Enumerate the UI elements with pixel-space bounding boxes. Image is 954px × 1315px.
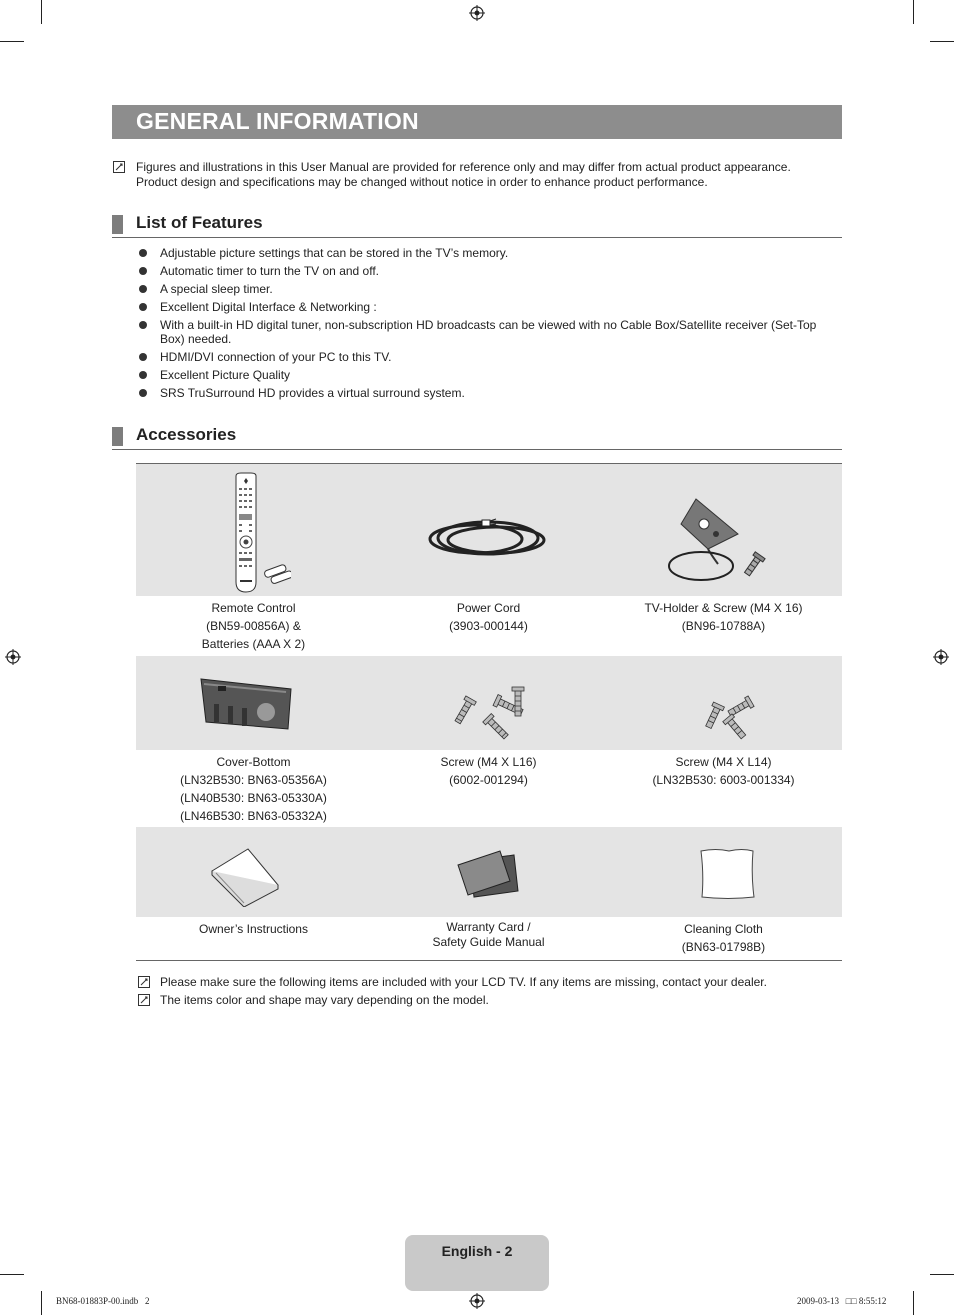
- label-line: Remote Control: [211, 601, 296, 615]
- bullet-icon: [139, 371, 147, 379]
- accessory-label: [136, 753, 371, 825]
- warranty-card-icon: [454, 849, 524, 899]
- accessory-label: [371, 599, 606, 635]
- cleaning-cloth-icon: [696, 845, 758, 903]
- crop-mark: [913, 0, 914, 24]
- label-line: Screw (M4 X L16): [440, 755, 537, 769]
- crop-mark: [41, 0, 42, 24]
- bullet-icon: [139, 389, 147, 397]
- label-line: (BN96-10788A): [681, 619, 766, 633]
- bullet-icon: [139, 249, 147, 257]
- label-line: Safety Guide Manual: [432, 935, 545, 949]
- tv-holder-icon: [656, 494, 786, 589]
- cover-bottom-icon: [196, 674, 296, 736]
- label-line: Screw (M4 X L14): [675, 755, 772, 769]
- intro-note-line: Product design and specifications may be changed without notice in order to enhance product performance.: [136, 175, 708, 189]
- feature-text: SRS TruSurround HD provides a virtual surround system.: [160, 386, 465, 400]
- accessories-table: [136, 463, 842, 961]
- label-line: TV-Holder & Screw (M4 X 16): [644, 601, 803, 615]
- registration-mark-icon: [469, 1293, 485, 1309]
- accessories-heading: Accessories: [136, 425, 237, 444]
- crop-mark: [930, 41, 954, 42]
- section-rule: [112, 237, 842, 238]
- label-line: Warranty Card /: [446, 920, 531, 934]
- accessory-label: [606, 753, 841, 789]
- label-line: Power Cord: [456, 601, 521, 615]
- list-item: [136, 386, 836, 400]
- label-line: Owner’s Instructions: [199, 922, 308, 936]
- registration-mark-icon: [933, 649, 949, 665]
- remote-control-icon: [231, 472, 291, 594]
- page-number: English - 2: [441, 1243, 513, 1259]
- list-item: [136, 282, 836, 296]
- accessory-label: [136, 599, 371, 653]
- bullet-icon: [139, 321, 147, 329]
- crop-mark: [930, 1274, 954, 1275]
- label-line: (LN32B530: 6003-001334): [652, 773, 795, 787]
- accessories-image-row: [136, 827, 842, 917]
- page-title: GENERAL INFORMATION: [136, 108, 419, 134]
- bullet-icon: [139, 285, 147, 293]
- label-line: (3903-000144): [449, 619, 528, 633]
- features-list: [136, 246, 836, 404]
- feature-text: Adjustable picture settings that can be stored in the TV’s memory.: [160, 246, 509, 260]
- features-heading: List of Features: [136, 213, 263, 232]
- feature-text: With a built-in HD digital tuner, non-subscription HD broadcasts can be viewed with no Cable Box/Satellite receiver (Set-Top Box) needed.: [160, 318, 817, 346]
- registration-mark-icon: [469, 5, 485, 21]
- section-marker: [112, 427, 123, 446]
- intro-note: [136, 160, 836, 190]
- bullet-icon: [139, 353, 147, 361]
- accessory-label: [136, 920, 371, 938]
- screws-icon: [701, 694, 761, 746]
- manual-icon: [208, 845, 283, 907]
- accessories-section-header: [112, 424, 842, 450]
- section-rule: [112, 449, 842, 450]
- label-line: (6002-001294): [449, 773, 528, 787]
- label-line: (BN63-01798B): [681, 940, 766, 954]
- list-item: [136, 300, 836, 314]
- feature-text: Excellent Picture Quality: [160, 368, 291, 382]
- label-line: (LN46B530: BN63-05332A): [180, 809, 327, 823]
- bullet-icon: [139, 267, 147, 275]
- feature-text: A special sleep timer.: [160, 282, 273, 296]
- features-section-header: [112, 212, 842, 238]
- title-bar: [112, 105, 842, 139]
- feature-text: Excellent Digital Interface & Networking :: [160, 300, 377, 314]
- accessory-label: [606, 599, 841, 635]
- label-line: Cleaning Cloth: [684, 922, 763, 936]
- feature-text: Automatic timer to turn the TV on and off.: [160, 264, 380, 278]
- crop-mark: [0, 1274, 24, 1275]
- note-icon: [138, 994, 150, 1006]
- registration-mark-icon: [5, 649, 21, 665]
- note-icon: [138, 976, 150, 988]
- list-item: [136, 246, 836, 260]
- crop-mark: [0, 41, 24, 42]
- list-item: [136, 368, 836, 382]
- label-line: (LN40B530: BN63-05330A): [180, 791, 327, 805]
- power-cord-icon: [426, 514, 551, 564]
- section-marker: [112, 215, 123, 234]
- crop-mark: [41, 1291, 42, 1315]
- bottom-note: The items color and shape may vary depending on the model.: [160, 993, 489, 1007]
- list-item: [136, 318, 836, 346]
- accessories-image-row: [136, 656, 842, 750]
- footer-file-name: BN68-01883P-00.indb 2: [56, 1296, 150, 1306]
- note-icon: [113, 161, 125, 173]
- intro-note-line: Figures and illustrations in this User Manual are provided for reference only and may differ from actual product appearance.: [136, 160, 791, 174]
- list-item: [136, 264, 836, 278]
- page-number-tab: [405, 1235, 549, 1291]
- feature-text: HDMI/DVI connection of your PC to this TV.: [160, 350, 392, 364]
- bullet-icon: [139, 303, 147, 311]
- accessory-label: [371, 753, 606, 789]
- accessory-label: [606, 920, 841, 956]
- label-line: (LN32B530: BN63-05356A): [180, 773, 327, 787]
- label-line: Batteries (AAA X 2): [201, 637, 306, 651]
- label-line: Cover-Bottom: [216, 755, 291, 769]
- list-item: [136, 350, 836, 364]
- label-line: (BN59-00856A) &: [206, 619, 301, 633]
- bottom-note: Please make sure the following items are included with your LCD TV. If any items are missing, contact your dealer.: [160, 975, 767, 989]
- crop-mark: [913, 1291, 914, 1315]
- accessory-label: [371, 920, 606, 950]
- screws-icon: [451, 686, 531, 748]
- accessories-image-row: [136, 464, 842, 596]
- footer-timestamp: 2009-03-13 □□ 8:55:12: [797, 1296, 887, 1306]
